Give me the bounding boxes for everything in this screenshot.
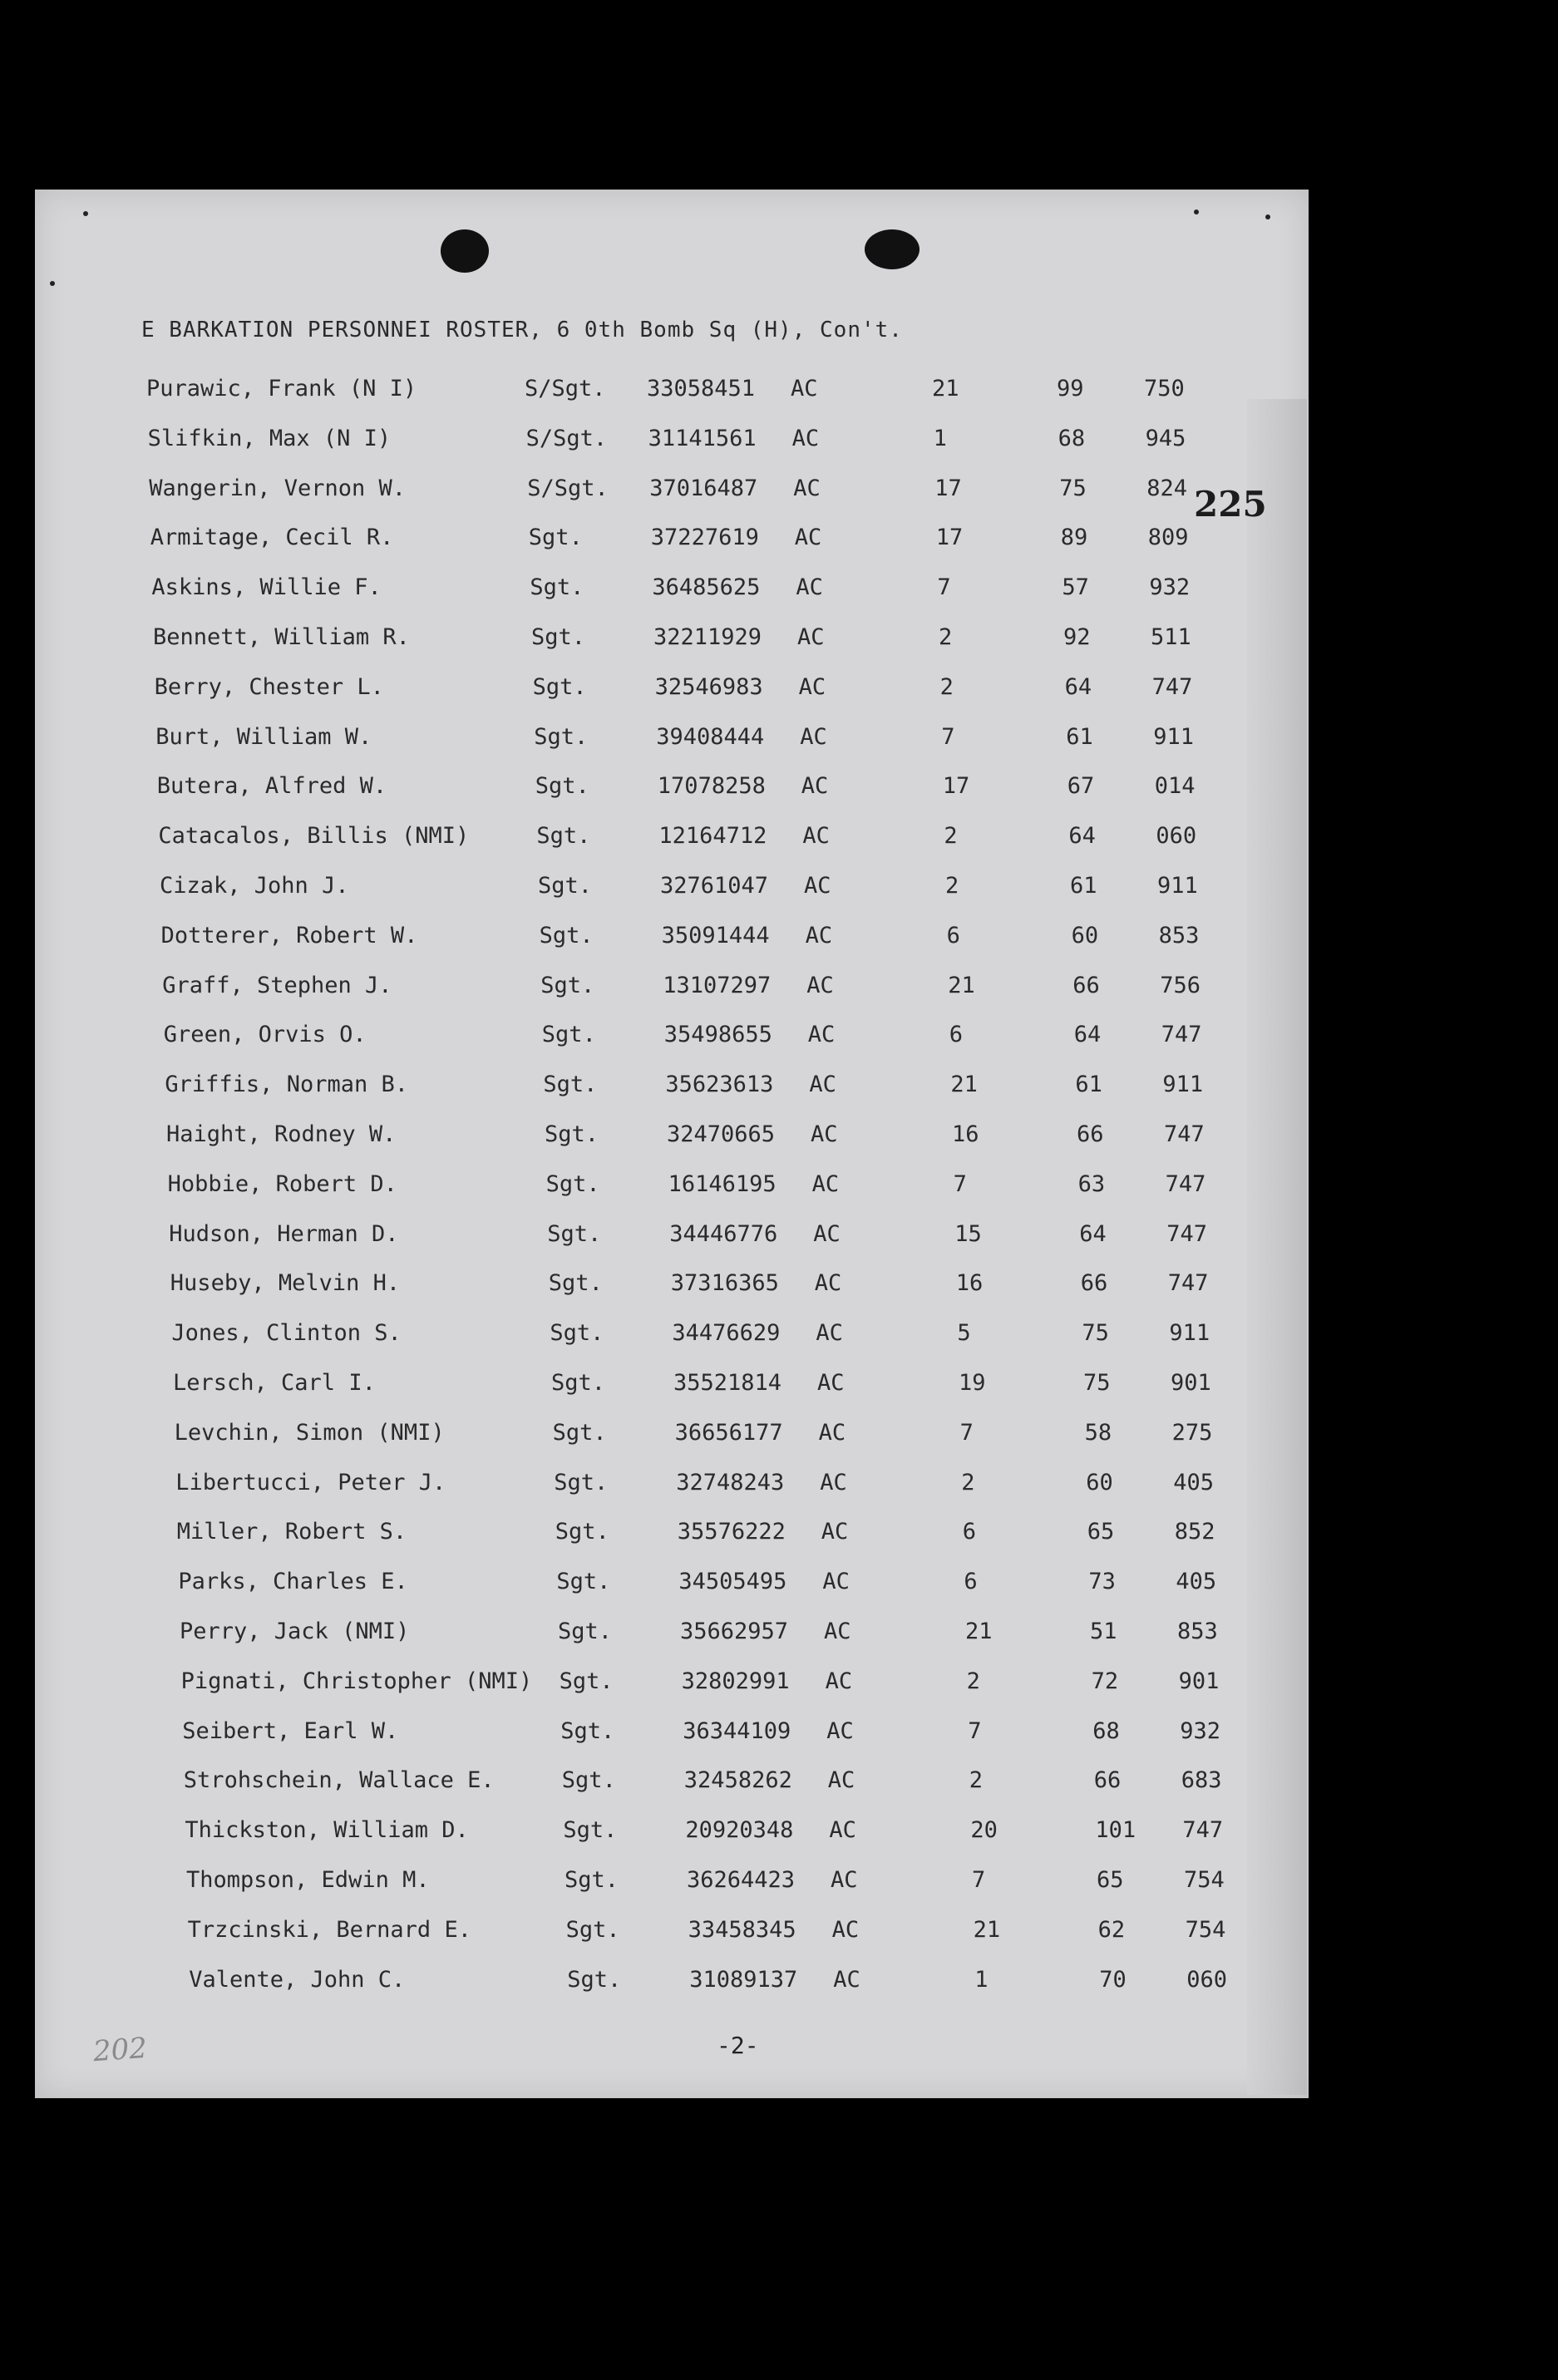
cell-a: 7: [968, 1717, 982, 1744]
cell-b: 64: [1073, 1022, 1102, 1048]
cell-a: 17: [935, 525, 964, 551]
cell-b: 65: [1087, 1519, 1115, 1545]
cell-c: 754: [1184, 1867, 1225, 1893]
cell-rank: Sgt.: [567, 1966, 622, 1993]
cell-name: Cizak, John J.: [160, 873, 349, 899]
cell-b: 73: [1088, 1569, 1116, 1595]
cell-a: 7: [959, 1419, 974, 1446]
speck: [1194, 209, 1199, 214]
cell-rank: Sgt.: [543, 1072, 598, 1098]
cell-c: 747: [1161, 1022, 1202, 1048]
cell-a: 2: [944, 823, 958, 850]
cell-branch: AC: [826, 1717, 854, 1744]
cell-branch: AC: [817, 1370, 845, 1396]
cell-c: 852: [1174, 1519, 1215, 1545]
cell-name: Graff, Stephen J.: [162, 972, 392, 998]
cell-serial: 12164712: [658, 823, 767, 850]
cell-branch: AC: [811, 1121, 838, 1147]
cell-serial: 39408444: [656, 723, 765, 750]
cell-branch: AC: [791, 425, 820, 451]
cell-rank: Sgt.: [555, 1519, 609, 1545]
cell-serial: 16146195: [668, 1170, 777, 1197]
cell-serial: 37227619: [650, 525, 759, 551]
stamp-number: 225: [1194, 484, 1267, 525]
cell-name: Lersch, Carl I.: [173, 1370, 376, 1396]
cell-name: Berry, Chester L.: [154, 673, 384, 700]
cell-branch: AC: [829, 1817, 856, 1844]
cell-b: 65: [1097, 1867, 1124, 1893]
cell-serial: 32546983: [654, 673, 763, 700]
cell-name: Parks, Charles E.: [178, 1569, 408, 1595]
cell-name: Griffis, Norman B.: [165, 1072, 408, 1098]
cell-rank: Sgt.: [556, 1569, 611, 1595]
cell-a: 6: [949, 1022, 964, 1048]
cell-c: 932: [1149, 574, 1191, 601]
margin-note: 202: [91, 2031, 149, 2069]
cell-b: 72: [1091, 1668, 1119, 1694]
cell-branch: AC: [820, 1469, 847, 1496]
cell-c: 911: [1153, 723, 1194, 750]
cell-b: 92: [1063, 624, 1091, 650]
cell-c: 511: [1151, 624, 1191, 650]
cell-branch: AC: [806, 972, 834, 998]
cell-a: 2: [939, 673, 954, 700]
cell-serial: 35091444: [661, 922, 770, 949]
cell-name: Hudson, Herman D.: [169, 1220, 399, 1247]
cell-rank: Sgt.: [559, 1668, 614, 1694]
cell-serial: 32211929: [653, 624, 762, 650]
cell-b: 70: [1099, 1966, 1127, 1993]
cell-c: 901: [1171, 1370, 1211, 1396]
cell-branch: AC: [818, 1419, 846, 1446]
cell-branch: AC: [793, 475, 821, 501]
cell-name: Purawic, Frank (N I): [146, 376, 417, 402]
cell-b: 75: [1082, 1320, 1109, 1347]
cell-b: 60: [1086, 1469, 1113, 1496]
cell-rank: Sgt.: [536, 823, 591, 850]
cell-rank: Sgt.: [545, 1121, 599, 1147]
cell-rank: Sgt.: [535, 773, 589, 800]
cell-b: 61: [1066, 723, 1093, 750]
cell-b: 64: [1064, 673, 1092, 700]
cell-c: 756: [1160, 972, 1201, 998]
cell-serial: 32458262: [683, 1767, 792, 1794]
cell-serial: 35662957: [680, 1619, 789, 1644]
cell-branch: AC: [794, 525, 822, 551]
cell-a: 7: [937, 574, 951, 601]
cell-branch: AC: [822, 1569, 850, 1595]
cell-c: 747: [1165, 1170, 1206, 1197]
cell-branch: AC: [813, 1220, 841, 1247]
cell-name: Butera, Alfred W.: [156, 773, 387, 800]
cell-branch: AC: [805, 922, 833, 949]
cell-a: 21: [950, 1072, 978, 1098]
cell-a: 16: [952, 1121, 979, 1147]
cell-c: 405: [1176, 1569, 1217, 1595]
cell-a: 20: [970, 1817, 998, 1844]
cell-serial: 13107297: [663, 972, 772, 998]
cell-b: 61: [1070, 873, 1097, 899]
cell-name: Huseby, Melvin H.: [170, 1270, 401, 1297]
cell-serial: 34476629: [672, 1320, 781, 1347]
cell-name: Dotterer, Robert W.: [160, 922, 418, 949]
cell-c: 014: [1154, 773, 1196, 800]
cell-rank: Sgt.: [528, 525, 583, 551]
cell-a: 7: [972, 1867, 986, 1893]
cell-c: 853: [1177, 1619, 1218, 1644]
cell-a: 16: [955, 1270, 984, 1297]
cell-a: 2: [969, 1767, 984, 1794]
cell-serial: 36344109: [683, 1717, 791, 1744]
cell-name: Jones, Clinton S.: [171, 1320, 402, 1347]
cell-rank: Sgt.: [565, 1867, 619, 1893]
cell-name: Seibert, Earl W.: [182, 1717, 399, 1744]
speck: [50, 281, 55, 286]
cell-serial: 36264423: [687, 1867, 796, 1893]
cell-rank: Sgt.: [565, 1916, 620, 1943]
cell-rank: S/Sgt.: [525, 425, 608, 451]
cell-branch: AC: [831, 1916, 860, 1943]
cell-b: 68: [1092, 1717, 1120, 1744]
punch-hole-left: [441, 229, 489, 273]
cell-name: Strohschein, Wallace E.: [183, 1767, 495, 1794]
cell-rank: Sgt.: [548, 1270, 603, 1297]
cell-serial: 32748243: [676, 1469, 785, 1496]
cell-rank: Sgt.: [531, 624, 586, 650]
cell-serial: 33058451: [647, 376, 756, 402]
cell-serial: 35576222: [677, 1519, 786, 1545]
speck: [1265, 214, 1270, 219]
cell-branch: AC: [821, 1519, 849, 1545]
cell-a: 1: [933, 425, 947, 451]
cell-c: 901: [1178, 1668, 1220, 1694]
cell-b: 66: [1093, 1767, 1122, 1794]
cell-branch: AC: [798, 673, 826, 700]
cell-serial: 34446776: [669, 1220, 778, 1247]
cell-serial: 36656177: [674, 1419, 783, 1446]
cell-a: 2: [939, 624, 953, 650]
cell-serial: 35498655: [663, 1022, 772, 1048]
cell-c: 911: [1157, 873, 1198, 899]
cell-a: 21: [965, 1619, 993, 1644]
cell-b: 99: [1057, 376, 1084, 402]
cell-a: 21: [932, 376, 959, 402]
cell-name: Slifkin, Max (N I): [147, 425, 392, 451]
cell-b: 64: [1068, 823, 1096, 850]
cell-a: 15: [954, 1220, 982, 1247]
cell-rank: Sgt.: [547, 1220, 602, 1247]
cell-c: 405: [1173, 1469, 1214, 1496]
cell-c: 747: [1166, 1220, 1207, 1247]
cell-name: Haight, Rodney W.: [166, 1121, 397, 1147]
page-number: -2-: [717, 2032, 759, 2059]
cell-name: Thickston, William D.: [185, 1817, 469, 1844]
cell-branch: AC: [814, 1270, 842, 1297]
cell-b: 75: [1059, 475, 1087, 501]
cell-name: Catacalos, Billis (NMI): [158, 823, 470, 850]
cell-b: 66: [1077, 1121, 1104, 1147]
cell-a: 17: [942, 773, 970, 800]
cell-b: 68: [1058, 425, 1086, 451]
cell-b: 51: [1090, 1619, 1117, 1644]
cell-b: 62: [1097, 1916, 1126, 1943]
cell-rank: Sgt.: [534, 723, 589, 750]
cell-branch: AC: [811, 1170, 840, 1197]
cell-c: 824: [1146, 475, 1187, 501]
cell-rank: Sgt.: [538, 873, 593, 899]
cell-c: 911: [1169, 1320, 1210, 1347]
cell-a: 2: [961, 1469, 975, 1496]
cell-serial: 37016487: [649, 475, 758, 501]
cell-b: 66: [1072, 972, 1100, 998]
cell-b: 63: [1077, 1170, 1106, 1197]
cell-b: 101: [1095, 1817, 1136, 1844]
cell-rank: S/Sgt.: [525, 376, 606, 402]
cell-branch: AC: [801, 773, 829, 800]
cell-name: Miller, Robert S.: [176, 1519, 407, 1545]
cell-a: 19: [959, 1370, 986, 1396]
cell-c: 853: [1158, 922, 1200, 949]
cell-a: 21: [948, 972, 975, 998]
cell-rank: S/Sgt.: [527, 475, 609, 501]
cell-branch: AC: [831, 1867, 858, 1893]
cell-serial: 35623613: [665, 1072, 774, 1098]
cell-a: 1: [974, 1966, 989, 1993]
cell-name: Askins, Willie F.: [151, 574, 382, 601]
cell-serial: 17078258: [657, 773, 766, 800]
cell-serial: 31141561: [648, 425, 757, 451]
cell-c: 683: [1181, 1767, 1222, 1794]
cell-c: 060: [1186, 1966, 1227, 1993]
speck: [83, 211, 88, 216]
cell-rank: Sgt.: [541, 1022, 596, 1048]
cell-a: 5: [957, 1320, 971, 1347]
cell-c: 747: [1164, 1121, 1205, 1147]
cell-branch: AC: [816, 1320, 843, 1347]
cell-serial: 34505495: [678, 1569, 787, 1595]
cell-a: 7: [953, 1170, 967, 1197]
cell-name: Burt, William W.: [155, 723, 372, 750]
cell-branch: AC: [809, 1072, 836, 1098]
cell-name: Bennett, William R.: [153, 624, 410, 650]
cell-rank: Sgt.: [558, 1619, 613, 1644]
cell-name: Valente, John C.: [189, 1966, 406, 1993]
cell-serial: 20920348: [685, 1817, 794, 1844]
cell-rank: Sgt.: [563, 1817, 618, 1844]
torn-edge: [1247, 399, 1307, 2095]
cell-b: 64: [1079, 1220, 1107, 1247]
punch-hole-right: [865, 229, 920, 269]
cell-name: Hobbie, Robert D.: [167, 1170, 397, 1197]
cell-name: Perry, Jack (NMI): [180, 1619, 410, 1644]
cell-branch: AC: [807, 1022, 836, 1048]
cell-b: 60: [1071, 922, 1099, 949]
cell-branch: AC: [827, 1767, 855, 1794]
cell-serial: 32470665: [667, 1121, 776, 1147]
cell-a: 6: [964, 1569, 978, 1595]
cell-a: 7: [941, 723, 955, 750]
cell-a: 21: [973, 1916, 1001, 1943]
cell-rank: Sgt.: [554, 1469, 609, 1496]
cell-b: 67: [1067, 773, 1095, 800]
cell-b: 75: [1083, 1370, 1111, 1396]
cell-c: 747: [1182, 1817, 1224, 1844]
cell-branch: AC: [797, 624, 825, 650]
cell-c: 747: [1167, 1270, 1209, 1297]
cell-c: 945: [1145, 425, 1186, 451]
cell-c: 750: [1144, 376, 1185, 402]
cell-a: 2: [966, 1668, 980, 1694]
cell-serial: 32761047: [660, 873, 769, 899]
cell-name: Levchin, Simon (NMI): [174, 1419, 445, 1446]
cell-name: Libertucci, Peter J.: [175, 1469, 446, 1496]
cell-c: 809: [1147, 525, 1189, 551]
cell-rank: Sgt.: [540, 972, 595, 998]
cell-b: 66: [1080, 1270, 1108, 1297]
cell-a: 6: [946, 922, 960, 949]
cell-rank: Sgt.: [550, 1320, 604, 1347]
cell-c: 754: [1185, 1916, 1226, 1943]
roster-header: E BARKATION PERSONNEI ROSTER, 6 0th Bomb Sq (H), Con't.: [141, 318, 903, 342]
cell-c: 275: [1171, 1419, 1213, 1446]
cell-name: Armitage, Cecil R.: [150, 525, 394, 551]
cell-c: 911: [1162, 1072, 1204, 1098]
cell-c: 060: [1156, 823, 1197, 850]
cell-branch: AC: [825, 1668, 853, 1694]
cell-name: Pignati, Christopher (NMI): [180, 1668, 533, 1694]
cell-b: 58: [1084, 1419, 1112, 1446]
cell-serial: 37316365: [670, 1270, 779, 1297]
cell-branch: AC: [802, 823, 830, 850]
cell-c: 932: [1180, 1717, 1220, 1744]
cell-branch: AC: [800, 723, 827, 750]
cell-c: 747: [1151, 673, 1193, 700]
cell-a: 2: [945, 873, 959, 899]
cell-serial: 36485625: [652, 574, 761, 601]
cell-a: 6: [962, 1519, 977, 1545]
cell-a: 17: [934, 475, 962, 501]
cell-branch: AC: [824, 1619, 851, 1644]
cell-serial: 33458345: [688, 1916, 796, 1943]
cell-serial: 35521814: [673, 1370, 782, 1396]
cell-branch: AC: [796, 574, 823, 601]
cell-name: Thompson, Edwin M.: [186, 1867, 430, 1893]
cell-b: 89: [1060, 525, 1088, 551]
cell-b: 57: [1062, 574, 1089, 601]
cell-branch: AC: [833, 1966, 860, 1993]
cell-serial: 32802991: [681, 1668, 790, 1694]
cell-rank: Sgt.: [552, 1419, 607, 1446]
cell-name: Trzcinski, Bernard E.: [187, 1916, 471, 1943]
cell-rank: Sgt.: [539, 922, 594, 949]
cell-b: 61: [1075, 1072, 1102, 1098]
cell-serial: 31089137: [689, 1966, 798, 1993]
cell-branch: AC: [804, 873, 831, 899]
cell-rank: Sgt.: [532, 673, 587, 700]
cell-rank: Sgt.: [561, 1767, 616, 1794]
cell-name: Green, Orvis O.: [163, 1022, 367, 1048]
cell-name: Wangerin, Vernon W.: [149, 475, 407, 501]
cell-rank: Sgt.: [545, 1170, 600, 1197]
cell-rank: Sgt.: [560, 1717, 615, 1744]
cell-rank: Sgt.: [530, 574, 584, 601]
cell-rank: Sgt.: [551, 1370, 606, 1396]
cell-branch: AC: [791, 376, 818, 402]
